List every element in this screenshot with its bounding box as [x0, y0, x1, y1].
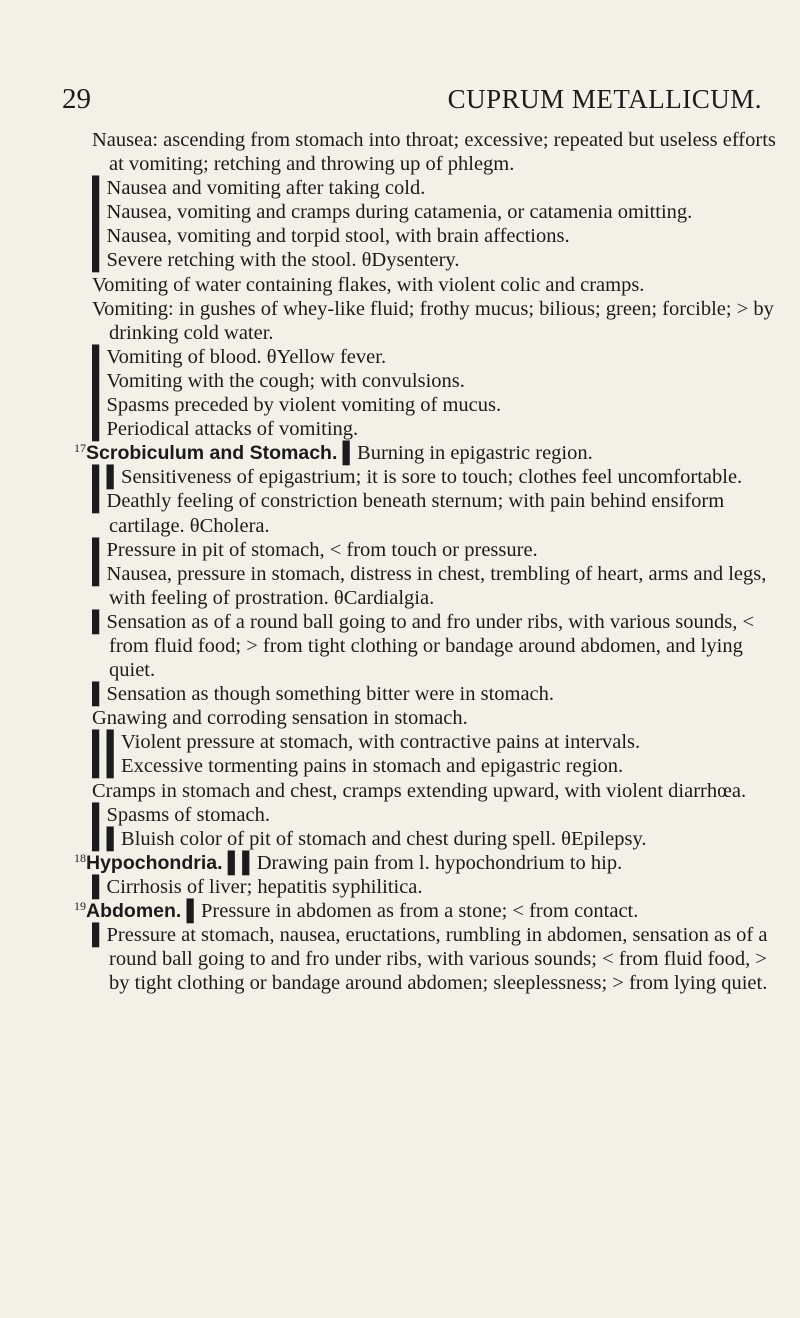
- body-text: [74, 128, 782, 995]
- running-head: CUPRUM METALLICUM.: [447, 84, 762, 114]
- section-title: Abdomen.: [86, 900, 182, 922]
- paragraph: ▌▌Bluish color of pit of stomach and chest during spell. θEpilepsy.: [92, 827, 647, 850]
- paragraph: ▌Sensation as though something bitter were in stomach.: [92, 683, 555, 706]
- section-paragraph: $^{18}$Hypochondria. ▌▌Drawing pain from l. hypochondrium to hip.: [74, 850, 623, 874]
- page-number: 29: [62, 83, 91, 115]
- paragraph: ▌Pressure at stomach, nausea, eructations, rumbling in abdomen, sensation as of a round ball going to and fro under ribs, with various sounds; < from fluid food, > by tight clothing or bandage around abdomen; sleeplessness; > from lying quiet.: [92, 924, 768, 995]
- paragraph: ▌Deathly feeling of constriction beneath sternum; with pain behind ensiform cartilage. θCholera.: [92, 490, 725, 537]
- paragraph: ▌▌Sensitiveness of epigastrium; it is sore to touch; clothes feel uncomfortable.: [92, 466, 743, 489]
- paragraph: ▌Nausea, vomiting and cramps during catamenia, or catamenia omitting.: [92, 201, 693, 224]
- section-number: 17: [74, 441, 86, 456]
- paragraph: Vomiting: in gushes of whey-like fluid; frothy mucus; bilious; green; forcible; > by drinking cold water.: [92, 297, 774, 344]
- paragraph: ▌Spasms preceded by violent vomiting of mucus.: [92, 394, 502, 417]
- paragraph: ▌Sensation as of a round ball going to and fro under ribs, with various sounds, < from fluid food; > from tight clothing or bandage around abdomen, and lying quiet.: [92, 610, 755, 682]
- paragraph: Nausea: ascending from stomach into throat; excessive; repeated but useless efforts at vomiting; retching and throwing up of phlegm.: [92, 129, 776, 176]
- paragraph: ▌Pressure in pit of stomach, < from touch or pressure.: [92, 538, 538, 561]
- paragraph: ▌▌Excessive tormenting pains in stomach and epigastric region.: [92, 755, 624, 778]
- paragraph: ▌Nausea and vomiting after taking cold.: [92, 177, 426, 200]
- paragraph: ▌Spasms of stomach.: [92, 803, 270, 826]
- section-paragraph: $^{19}$Abdomen. ▌Pressure in abdomen as from a stone; < from contact.: [74, 899, 639, 922]
- section-title: Scrobiculum and Stomach.: [86, 442, 338, 465]
- paragraph: ▌Periodical attacks of vomiting.: [92, 418, 359, 441]
- section-number: 19: [74, 899, 86, 913]
- paragraph: ▌Vomiting with the cough; with convulsions.: [92, 369, 465, 392]
- paragraph: Vomiting of water containing flakes, with violent colic and cramps.: [92, 273, 645, 296]
- paragraph: ▌Severe retching with the stool. θDysentery.: [92, 249, 460, 272]
- paragraph: ▌Vomiting of blood. θYellow fever.: [92, 345, 387, 368]
- paragraph: Cramps in stomach and chest, cramps extending upward, with violent diarrhœa.: [92, 779, 747, 802]
- page-header: [62, 82, 762, 116]
- section-number: 18: [74, 850, 86, 865]
- section-paragraph: $^{17}$Scrobiculum and Stomach. ▌Burning in epigastric region.: [74, 441, 593, 465]
- paragraph: ▌Nausea, vomiting and torpid stool, with brain affections.: [92, 225, 570, 248]
- paragraph: ▌Nausea, pressure in stomach, distress in chest, trembling of heart, arms and legs, with feeling of prostration. θCardialgia.: [92, 562, 767, 609]
- paragraph: ▌▌Violent pressure at stomach, with contractive pains at intervals.: [92, 731, 641, 754]
- paragraph: ▌Cirrhosis of liver; hepatitis syphilitica.: [92, 875, 423, 898]
- paragraph: Gnawing and corroding sensation in stomach.: [92, 707, 468, 730]
- section-title: Hypochondria.: [86, 851, 223, 874]
